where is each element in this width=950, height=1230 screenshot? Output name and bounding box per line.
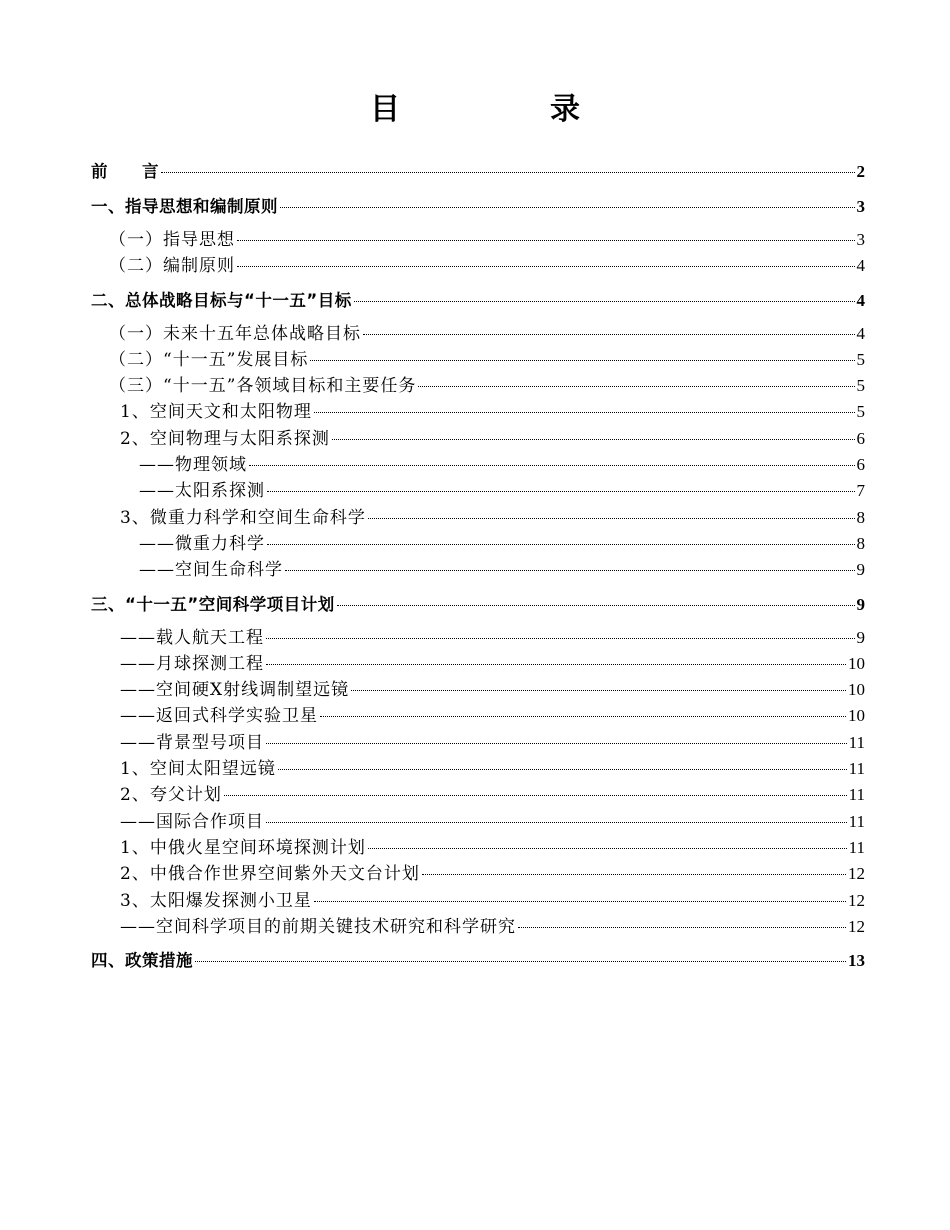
toc-dot-leader — [351, 690, 846, 691]
toc-entry[interactable] — [91, 452, 865, 478]
toc-dot-leader — [249, 465, 855, 466]
toc-dot-leader — [161, 172, 855, 173]
toc-entry-title: ——物理领域 — [139, 455, 247, 476]
toc-page-number: 4 — [856, 290, 865, 310]
toc-entry-title: 前 言 — [91, 162, 159, 181]
toc-page-number: 9 — [856, 627, 865, 647]
toc-entry[interactable] — [91, 253, 865, 279]
toc-dot-leader — [368, 848, 847, 849]
toc-dot-leader — [363, 334, 855, 335]
toc-page-number: 9 — [856, 594, 865, 614]
toc-entry-title: 2、夸父计划 — [120, 785, 222, 806]
toc-dot-leader — [195, 961, 846, 962]
toc-dot-leader — [266, 664, 846, 665]
toc-dot-leader — [337, 605, 855, 606]
toc-page-number: 8 — [856, 507, 865, 527]
toc-entry[interactable] — [91, 651, 865, 677]
toc-dot-leader — [267, 544, 855, 545]
toc-dot-leader — [267, 491, 855, 492]
toc-page-number: 3 — [856, 230, 865, 249]
toc-page-number: 8 — [856, 533, 865, 553]
toc-entry-title: ——月球探测工程 — [120, 653, 264, 674]
toc-page-number: 9 — [856, 560, 865, 580]
toc-entry-title: ——太阳系探测 — [139, 481, 265, 502]
toc-dot-leader — [285, 570, 855, 571]
toc-dot-leader — [354, 301, 855, 302]
toc-dot-leader — [314, 901, 846, 902]
toc-entry-title: ——国际合作项目 — [120, 811, 264, 832]
toc-page-number: 6 — [856, 428, 865, 448]
toc-dot-leader — [310, 360, 854, 361]
toc-entry-title: 2、中俄合作世界空间紫外天文台计划 — [120, 864, 420, 885]
toc-page-number: 11 — [848, 732, 865, 752]
toc-entry[interactable] — [91, 193, 865, 221]
toc-page-number: 5 — [856, 402, 865, 422]
toc-entry[interactable] — [91, 625, 865, 651]
toc-entry[interactable] — [91, 227, 865, 253]
toc-entry[interactable] — [91, 426, 865, 452]
toc-entry[interactable] — [91, 158, 865, 186]
toc-page-number: 12 — [848, 890, 865, 910]
toc-entry[interactable] — [91, 557, 865, 583]
toc-dot-leader — [266, 638, 855, 639]
toc-entry[interactable] — [91, 703, 865, 729]
toc-entry[interactable] — [91, 756, 865, 782]
toc-entry-title: ——空间硬X射线调制望远镜 — [120, 680, 350, 701]
toc-dot-leader — [368, 518, 855, 519]
toc-page-number: 11 — [848, 759, 865, 779]
toc-entry[interactable] — [91, 347, 865, 373]
toc-entry-title: 1、空间天文和太阳物理 — [120, 402, 312, 423]
toc-dot-leader — [314, 412, 855, 413]
toc-entry-title: 1、中俄火星空间环境探测计划 — [120, 837, 366, 858]
toc-page-number: 2 — [856, 162, 865, 181]
toc-dot-leader — [224, 795, 847, 796]
toc-entry-title: ——空间生命科学 — [139, 560, 283, 581]
toc-entry[interactable] — [91, 505, 865, 531]
toc-page-number: 10 — [848, 706, 865, 726]
toc-dot-leader — [280, 207, 855, 208]
toc-entry-title: 2、空间物理与太阳系探测 — [120, 428, 330, 449]
toc-entry[interactable] — [91, 809, 865, 835]
toc-page-number: 4 — [856, 323, 865, 343]
toc-entry[interactable] — [91, 399, 865, 425]
toc-entry-title: 一、指导思想和编制原则 — [91, 197, 278, 216]
toc-entry[interactable] — [91, 531, 865, 557]
toc-entry[interactable] — [91, 677, 865, 703]
toc-dot-leader — [518, 927, 846, 928]
toc-dot-leader — [237, 240, 855, 241]
toc-entry-title: （二）编制原则 — [109, 256, 235, 277]
toc-page-number: 7 — [856, 481, 865, 501]
toc-dot-leader — [320, 716, 846, 717]
toc-entry[interactable] — [91, 478, 865, 504]
toc-page-number: 11 — [848, 785, 865, 805]
toc-page-number: 4 — [856, 256, 865, 276]
toc-entry[interactable] — [91, 373, 865, 399]
toc-entry[interactable] — [91, 835, 865, 861]
toc-page-number: 5 — [856, 376, 865, 396]
toc-entry-title: ——微重力科学 — [139, 533, 265, 554]
toc-entry-title: ——空间科学项目的前期关键技术研究和科学研究 — [120, 916, 516, 937]
toc-entry[interactable] — [91, 914, 865, 940]
toc-entry-title: （二）“十一五”发展目标 — [109, 349, 309, 370]
toc-entry-title: ——背景型号项目 — [120, 732, 264, 753]
toc-entry[interactable] — [91, 888, 865, 914]
toc-title: 目 录 — [370, 92, 580, 127]
toc-entry-title: 3、太阳爆发探测小卫星 — [120, 890, 312, 911]
toc-page-number: 12 — [848, 916, 865, 936]
toc-dot-leader — [422, 874, 846, 875]
toc-entry[interactable] — [91, 321, 865, 347]
toc-entry[interactable] — [91, 861, 865, 887]
toc-dot-leader — [332, 439, 855, 440]
toc-entry-title: ——载人航天工程 — [120, 627, 264, 648]
toc-entry-title: 1、空间太阳望远镜 — [120, 759, 276, 780]
toc-page-number: 6 — [856, 455, 865, 475]
toc-page-number: 11 — [848, 811, 865, 831]
toc-page-number: 13 — [848, 951, 865, 971]
toc-entry[interactable] — [91, 782, 865, 808]
toc-page-number: 10 — [848, 680, 865, 700]
toc-entry-title: （一）未来十五年总体战略目标 — [109, 323, 361, 344]
toc-entry-title: ——返回式科学实验卫星 — [120, 706, 318, 727]
toc-entry-title: 四、政策措施 — [91, 951, 193, 971]
toc-entry[interactable] — [91, 287, 865, 315]
toc-page-number: 12 — [848, 864, 865, 884]
toc-entry-title: 三、“十一五”空间科学项目计划 — [91, 594, 335, 614]
toc-entry-title: （一）指导思想 — [109, 230, 235, 250]
toc-page-number: 11 — [848, 837, 865, 857]
toc-dot-leader — [278, 769, 847, 770]
table-of-contents — [91, 158, 865, 981]
toc-entry[interactable] — [91, 947, 865, 975]
toc-dot-leader — [237, 266, 855, 267]
toc-entry-title: 3、微重力科学和空间生命科学 — [120, 507, 366, 528]
toc-dot-leader — [266, 743, 847, 744]
toc-entry[interactable] — [91, 591, 865, 619]
toc-page-number: 10 — [848, 653, 865, 673]
toc-entry-title: （三）“十一五”各领域目标和主要任务 — [109, 376, 417, 397]
toc-dot-leader — [266, 822, 847, 823]
toc-page-number: 3 — [856, 197, 865, 216]
toc-entry-title: 二、总体战略目标与“十一五”目标 — [91, 290, 352, 310]
toc-page-number: 5 — [856, 349, 865, 369]
toc-entry[interactable] — [91, 730, 865, 756]
toc-dot-leader — [418, 386, 854, 387]
